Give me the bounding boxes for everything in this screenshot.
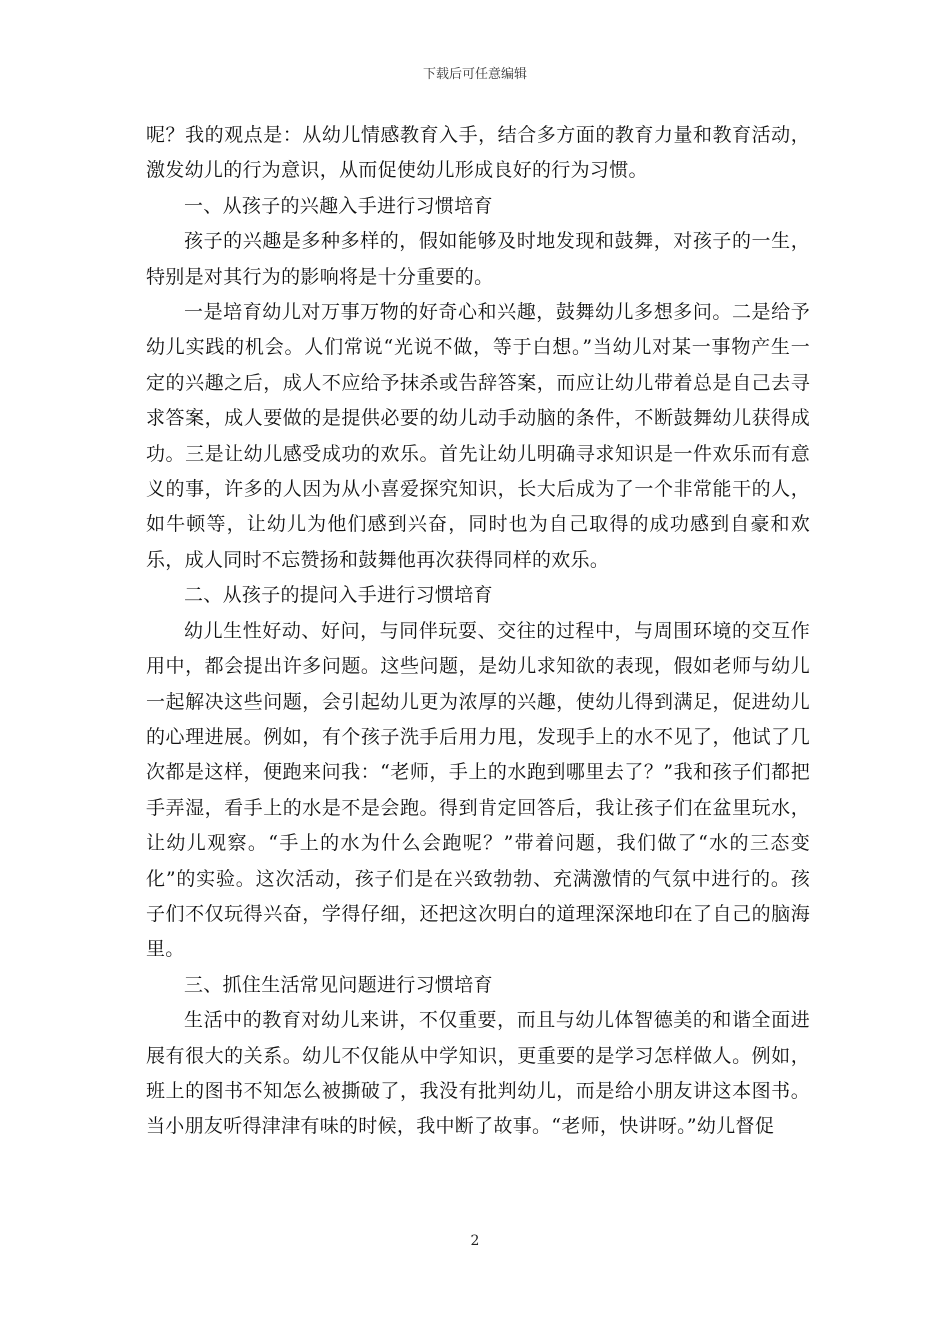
page-header: 下载后可任意编辑: [422, 67, 527, 82]
page-number: 2: [470, 1233, 480, 1249]
document-body: [146, 118, 810, 1145]
paragraph-4: 幼儿生性好动、好问，与同伴玩耍、交往的过程中，与周围环境的交互作用中，都会提出许多问题。这些问题，是幼儿求知欲的表现，假如老师与幼儿一起解决这些问题，会引起幼儿更为浓厚的兴趣，使幼儿得到满足，促进幼儿的心理进展。例如，有个孩子洗手后用力甩，发现手上的水不见了，他试了几次都是这样，便跑来问我：“老师，手上的水跑到哪里去了？”我和孩子们都把手弄湿，看手上的水是不是会跑。得到肯定回答后，我让孩子们在盆里玩水，让幼儿观察。“手上的水为什么会跑呢？”带着问题，我们做了“水的三态变化”的实验。这次活动，孩子们是在兴致勃勃、充满激情的气氛中进行的。孩子们不仅玩得兴奋，学得仔细，还把这次明白的道理深深地印在了自己的脑海里。: [146, 619, 810, 961]
section-heading-3: 三、抓住生活常见问题进行习惯培育: [184, 973, 493, 996]
section-heading-1: 一、从孩子的兴趣入手进行习惯培育: [184, 194, 493, 217]
paragraph-1: 呢？我的观点是：从幼儿情感教育入手，结合多方面的教育力量和教育活动，激发幼儿的行为意识，从而促使幼儿形成良好的行为习惯。: [146, 124, 810, 182]
paragraph-2: 孩子的兴趣是多种多样的，假如能够及时地发现和鼓舞，对孩子的一生，特别是对其行为的影响将是十分重要的。: [146, 230, 810, 288]
section-heading-2: 二、从孩子的提问入手进行习惯培育: [184, 584, 493, 607]
paragraph-5: 生活中的教育对幼儿来讲，不仅重要，而且与幼儿体智德美的和谐全面进展有很大的关系。幼儿不仅能从中学知识，更重要的是学习怎样做人。例如，班上的图书不知怎么被撕破了，我没有批判幼儿，而是给小朋友讲这本图书。当小朋友听得津津有味的时候，我中断了故事。“老师，快讲呀。”幼儿督促: [146, 1009, 810, 1138]
paragraph-3: 一是培育幼儿对万事万物的好奇心和兴趣，鼓舞幼儿多想多问。二是给予幼儿实践的机会。人们常说“光说不做，等于白想。”当幼儿对某一事物产生一定的兴趣之后，成人不应给予抹杀或告辞答案，而应让幼儿带着总是自己去寻求答案，成人要做的是提供必要的幼儿动手动脑的条件，不断鼓舞幼儿获得成功。三是让幼儿感受成功的欢乐。首先让幼儿明确寻求知识是一件欢乐而有意义的事，许多的人因为从小喜爱探究知识，长大后成为了一个非常能干的人，如牛顿等，让幼儿为他们感到兴奋，同时也为自己取得的成功感到自豪和欢乐，成人同时不忘赞扬和鼓舞他再次获得同样的欢乐。: [146, 301, 810, 571]
